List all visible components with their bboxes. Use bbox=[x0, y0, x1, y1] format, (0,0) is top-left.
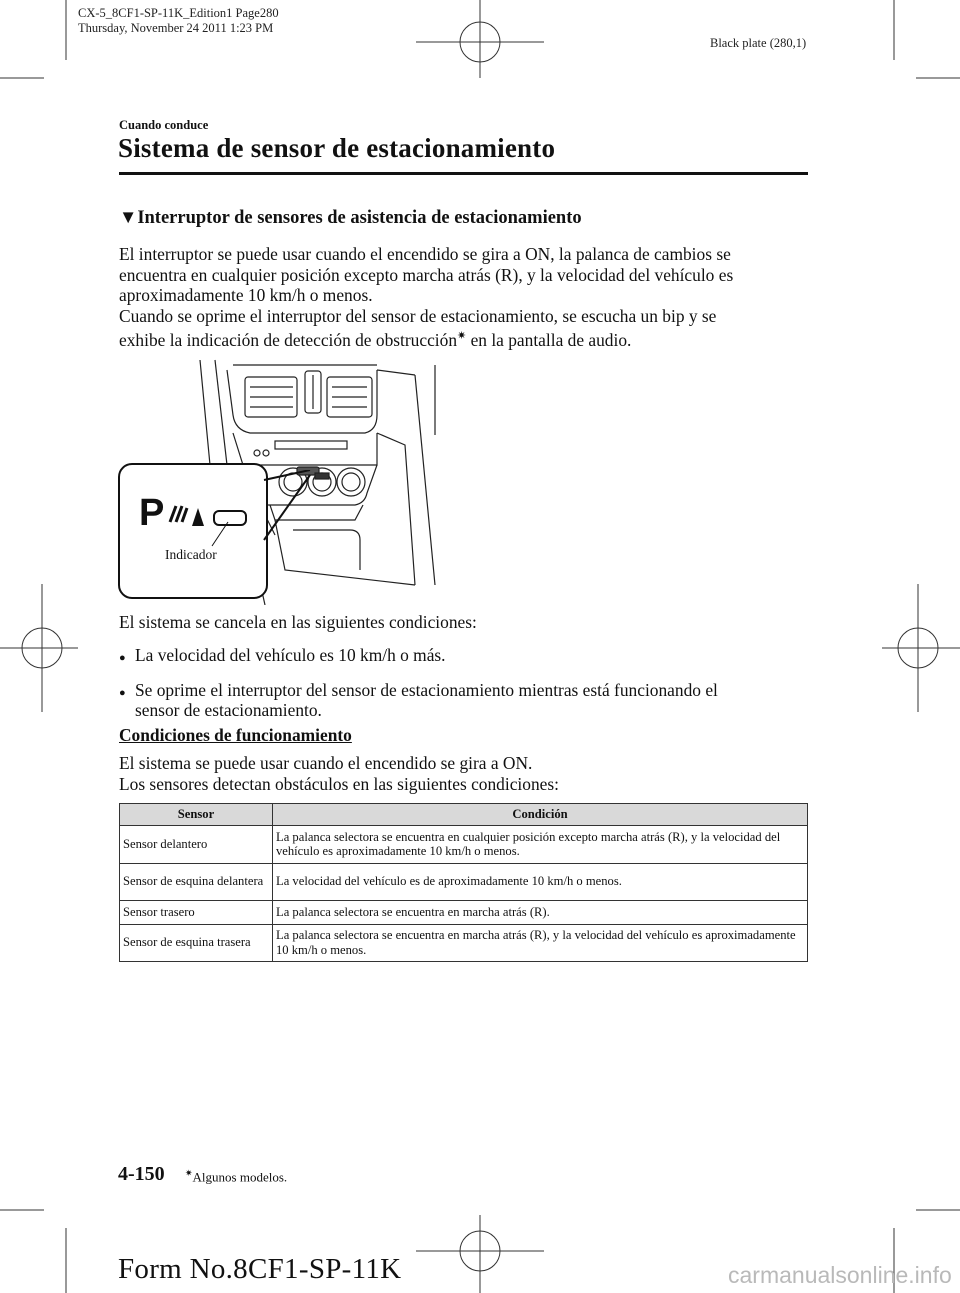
intro-line: encuentra en cualquier posición excepto marcha atrás (R), y la velocidad del vehículo es bbox=[119, 264, 734, 285]
intro-line: El interruptor se puede usar cuando el encendido se gira a ON, la palanca de cambios se bbox=[119, 244, 731, 264]
list-item: ● La velocidad del vehículo es 10 km/h o más. bbox=[119, 645, 819, 669]
watermark: carmanualsonline.info bbox=[728, 1262, 952, 1288]
plate-info: Black plate (280,1) bbox=[710, 36, 807, 50]
intro-paragraph bbox=[119, 244, 819, 350]
parking-p-letter: P bbox=[139, 492, 165, 534]
callout-pointer bbox=[250, 470, 330, 550]
table-header-row bbox=[120, 804, 808, 826]
condition-cell: La palanca selectora se encuentra en cualquier posición excepto marcha atrás (R), y la velocidad del vehículo es aproximadamente 10 km/h o menos. bbox=[273, 825, 808, 863]
operation-heading: Condiciones de funcionamiento bbox=[119, 725, 352, 745]
table-row bbox=[120, 863, 808, 900]
table-row bbox=[120, 924, 808, 961]
sensor-cell: Sensor delantero bbox=[120, 825, 273, 863]
subsection-heading bbox=[119, 208, 582, 229]
column-header-condition: Condición bbox=[273, 804, 808, 826]
footnote: ✷Algunos modelos. bbox=[185, 1168, 288, 1185]
form-number: Form No.8CF1-SP-11K bbox=[118, 1253, 402, 1285]
sensor-cell: Sensor de esquina trasera bbox=[120, 924, 273, 961]
intro-line: aproximadamente 10 km/h o menos. bbox=[119, 285, 373, 305]
print-file-info: CX-5_8CF1-SP-11K_Edition1 Page280 bbox=[78, 6, 279, 20]
section-label: Cuando conduce bbox=[119, 118, 209, 132]
intro-line: Cuando se oprime el interruptor del sensor de estacionamiento, se escucha un bip y se bbox=[119, 305, 717, 326]
cancel-list bbox=[119, 645, 819, 721]
list-item: ● Se oprime el interruptor del sensor de estacionamiento mientras está funcionando el sensor de estacionamiento. bbox=[119, 679, 718, 720]
subsection-title: Interruptor de sensores de asistencia de estacionamiento bbox=[137, 208, 582, 228]
cancel-intro: El sistema se cancela en las siguientes condiciones: bbox=[119, 612, 477, 632]
column-header-sensor: Sensor bbox=[120, 804, 273, 826]
operation-text bbox=[119, 753, 559, 794]
asterisk-star-icon: ✷ bbox=[457, 330, 467, 342]
condition-cell: La palanca selectora se encuentra en marcha atrás (R), y la velocidad del vehículo es aproximadamente 10 km/h o menos. bbox=[273, 924, 808, 961]
indicator-leader-line bbox=[180, 520, 240, 550]
print-date: Thursday, November 24 2011 1:23 PM bbox=[78, 21, 274, 35]
indicator-label: Indicador bbox=[165, 547, 217, 562]
sensor-cell: Sensor de esquina delantera bbox=[120, 863, 273, 900]
triangle-marker-icon: ▼ bbox=[119, 208, 138, 228]
sensor-conditions-table bbox=[119, 803, 808, 962]
table-row bbox=[120, 900, 808, 924]
bullet-icon: ● bbox=[119, 686, 126, 699]
table-row bbox=[120, 825, 808, 863]
asterisk-star-icon: ✷ bbox=[185, 1168, 193, 1178]
bullet-icon: ● bbox=[119, 652, 126, 664]
condition-cell: La velocidad del vehículo es de aproximadamente 10 km/h o menos. bbox=[273, 863, 808, 900]
sensor-cell: Sensor trasero bbox=[120, 900, 273, 924]
intro-line: exhibe la indicación de detección de obstrucción✷ en la pantalla de audio. bbox=[119, 329, 632, 350]
page-number: 4-150 bbox=[118, 1163, 165, 1185]
operation-line: El sistema se puede usar cuando el encendido se gira a ON. bbox=[119, 753, 533, 773]
page-title: Sistema de sensor de estacionamiento bbox=[118, 133, 556, 163]
operation-line: Los sensores detectan obstáculos en las siguientes condiciones: bbox=[119, 773, 559, 794]
title-rule bbox=[119, 172, 808, 175]
condition-cell: La palanca selectora se encuentra en marcha atrás (R). bbox=[273, 900, 808, 924]
